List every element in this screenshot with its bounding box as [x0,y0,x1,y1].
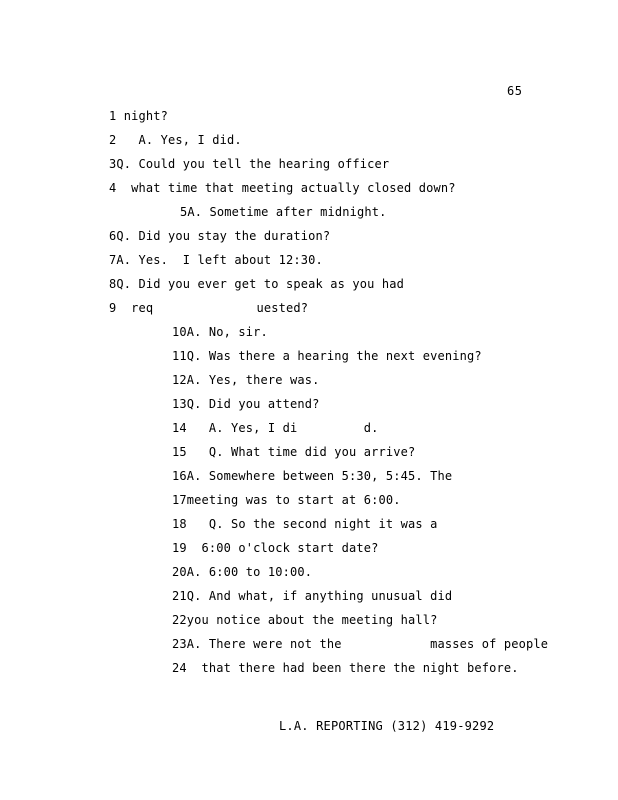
transcript-line-19: 19 6:00 o'clock start date? [172,541,379,555]
transcript-line-24: 24 that there had been there the night before. [172,661,519,675]
transcript-line-9: 9 req uested? [109,301,309,315]
transcript-line-8: 8Q. Did you ever get to speak as you had [109,277,404,291]
transcript-line-6: 6Q. Did you stay the duration? [109,229,331,243]
transcript-line-12: 12A. Yes, there was. [172,373,320,387]
transcript-line-16: 16A. Somewhere between 5:30, 5:45. The [172,469,453,483]
transcript-line-3: 3Q. Could you tell the hearing officer [109,157,390,171]
transcript-line-11: 11Q. Was there a hearing the next evening? [172,349,482,363]
transcript-line-4: 4 what time that meeting actually closed down? [109,181,456,195]
transcript-line-10: 10A. No, sir. [172,325,268,339]
transcript-line-20: 20A. 6:00 to 10:00. [172,565,313,579]
transcript-line-17: 17meeting was to start at 6:00. [172,493,401,507]
transcript-line-1: 1 night? [109,109,168,123]
transcript-line-14: 14 A. Yes, I di d. [172,421,379,435]
transcript-line-5: 5A. Sometime after midnight. [180,205,387,219]
transcript-line-22: 22you notice about the meeting hall? [172,613,438,627]
reporter-footer: L.A. REPORTING (312) 419-9292 [279,719,495,733]
transcript-line-7: 7A. Yes. I left about 12:30. [109,253,323,267]
transcript-line-2: 2 A. Yes, I did. [109,133,242,147]
transcript-line-21: 21Q. And what, if anything unusual did [172,589,453,603]
transcript-line-15: 15 Q. What time did you arrive? [172,445,416,459]
page-number: 65 [507,84,523,98]
transcript-line-23: 23A. There were not the masses of people [172,637,549,651]
transcript-line-13: 13Q. Did you attend? [172,397,320,411]
transcript-line-18: 18 Q. So the second night it was a [172,517,438,531]
